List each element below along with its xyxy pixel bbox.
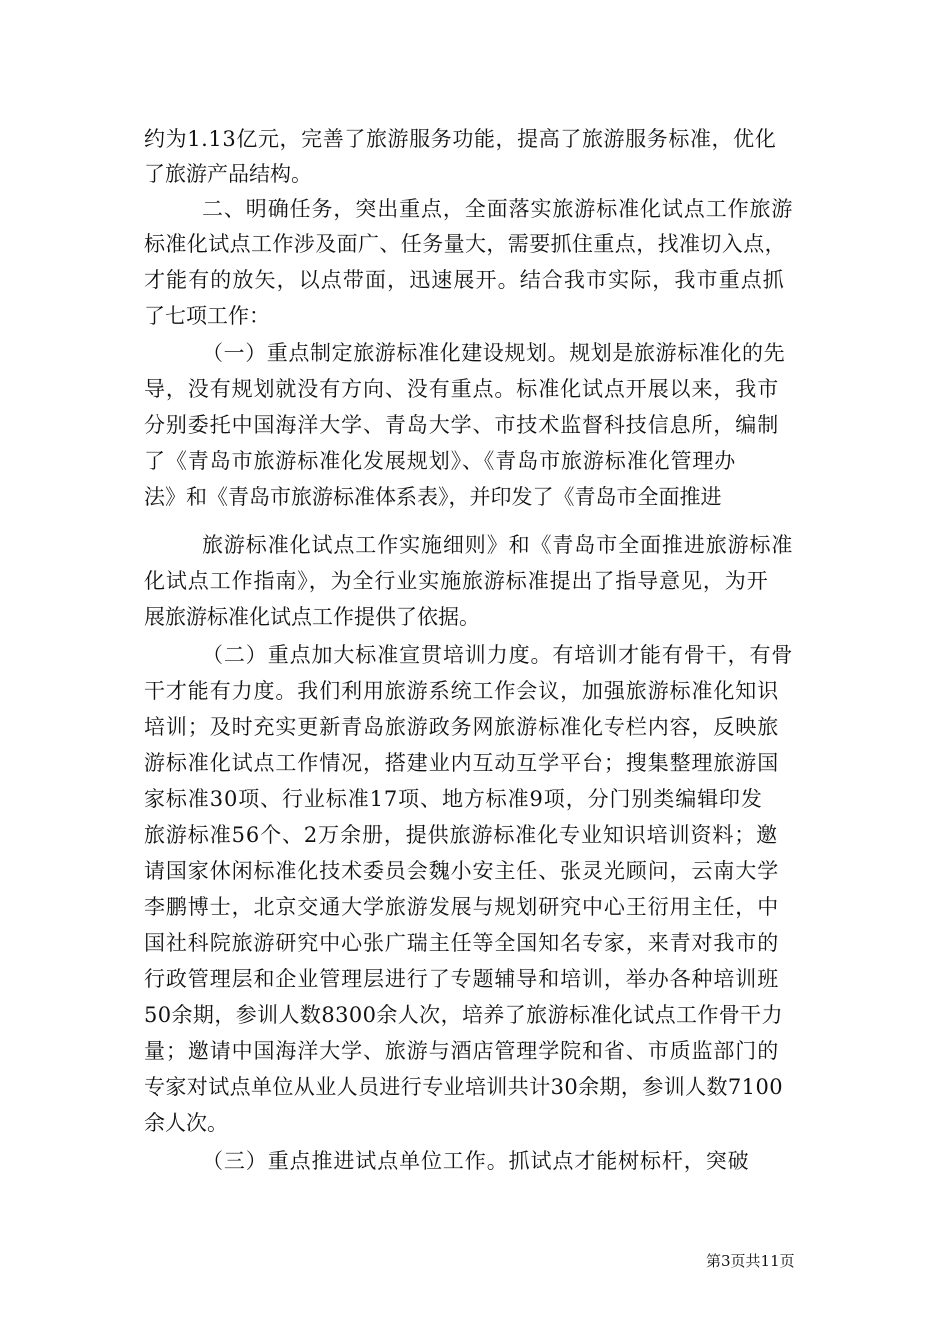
- text-line-5: 才能有的放矢，以点带面，迅速展开。结合我市实际，我市重点抓: [144, 268, 785, 292]
- text-line-28: 余人次。: [144, 1111, 228, 1135]
- text-line-10: 了《青岛市旅游标准化发展规划》、《青岛市旅游标准化管理办: [144, 449, 737, 473]
- text-line-19: 家标准30项、行业标准17项、地方标准9项，分门别类编辑印发: [144, 787, 763, 811]
- text-line-12: 旅游标准化试点工作实施细则》和《青岛市全面推进旅游标准: [202, 533, 794, 557]
- text-line-1: 约为1.13亿元，完善了旅游服务功能，提高了旅游服务标准，优化: [144, 127, 777, 151]
- page-footer: 第3页共11页: [706, 1252, 795, 1270]
- text-line-13: 化试点工作指南》，为全行业实施旅游标准提出了指导意见，为开: [144, 569, 769, 593]
- text-line-22: 李鹏博士，北京交通大学旅游发展与规划研究中心王衍用主任，中: [144, 895, 780, 919]
- text-line-20: 旅游标准56个、2万余册，提供旅游标准化专业知识培训资料；邀: [144, 823, 779, 847]
- text-line-3: 二、明确任务，突出重点，全面落实旅游标准化试点工作旅游: [202, 197, 794, 221]
- text-line-14: 展旅游标准化试点工作提供了依据。: [144, 605, 480, 629]
- text-line-9: 分别委托中国海洋大学、青岛大学、市技术监督科技信息所，编制: [144, 413, 780, 437]
- text-line-29: （三）重点推进试点单位工作。抓试点才能树标杆，突破: [202, 1149, 750, 1173]
- text-line-26: 量；邀请中国海洋大学、旅游与酒店管理学院和省、市质监部门的: [144, 1039, 780, 1063]
- text-line-11: 法》和《青岛市旅游标准体系表》，并印发了《青岛市全面推进: [144, 485, 722, 509]
- text-line-21: 请国家休闲标准化技术委员会魏小安主任、张灵光顾问，云南大学: [144, 859, 780, 883]
- text-line-2: 了旅游产品结构。: [144, 162, 312, 186]
- text-line-8: 导，没有规划就没有方向、没有重点。标准化试点开展以来，我市: [144, 377, 780, 401]
- text-line-4: 标准化试点工作涉及面广、任务量大，需要抓住重点，找准切入点，: [144, 232, 786, 256]
- text-line-6: 了七项工作：: [144, 304, 270, 328]
- text-line-27: 专家对试点单位从业人员进行专业培训共计30余期，参训人数7100: [144, 1075, 783, 1099]
- text-line-24: 行政管理层和企业管理层进行了专题辅导和培训，举办各种培训班: [144, 967, 780, 991]
- text-line-25: 50余期，参训人数8300余人次，培养了旅游标准化试点工作骨干力: [144, 1003, 783, 1027]
- text-line-15: （二）重点加大标准宣贯培训力度。有培训才能有骨干，有骨: [202, 643, 794, 667]
- text-line-18: 游标准化试点工作情况，搭建业内互动互学平台；搜集整理旅游国: [144, 751, 780, 775]
- text-line-16: 干才能有力度。我们利用旅游系统工作会议，加强旅游标准化知识: [144, 679, 780, 703]
- text-line-17: 培训；及时充实更新青岛旅游政务网旅游标准化专栏内容，反映旅: [144, 715, 780, 739]
- text-line-7: （一）重点制定旅游标准化建设规划。规划是旅游标准化的先: [202, 341, 786, 365]
- text-line-23: 国社科院旅游研究中心张广瑞主任等全国知名专家，来青对我市的: [144, 931, 780, 955]
